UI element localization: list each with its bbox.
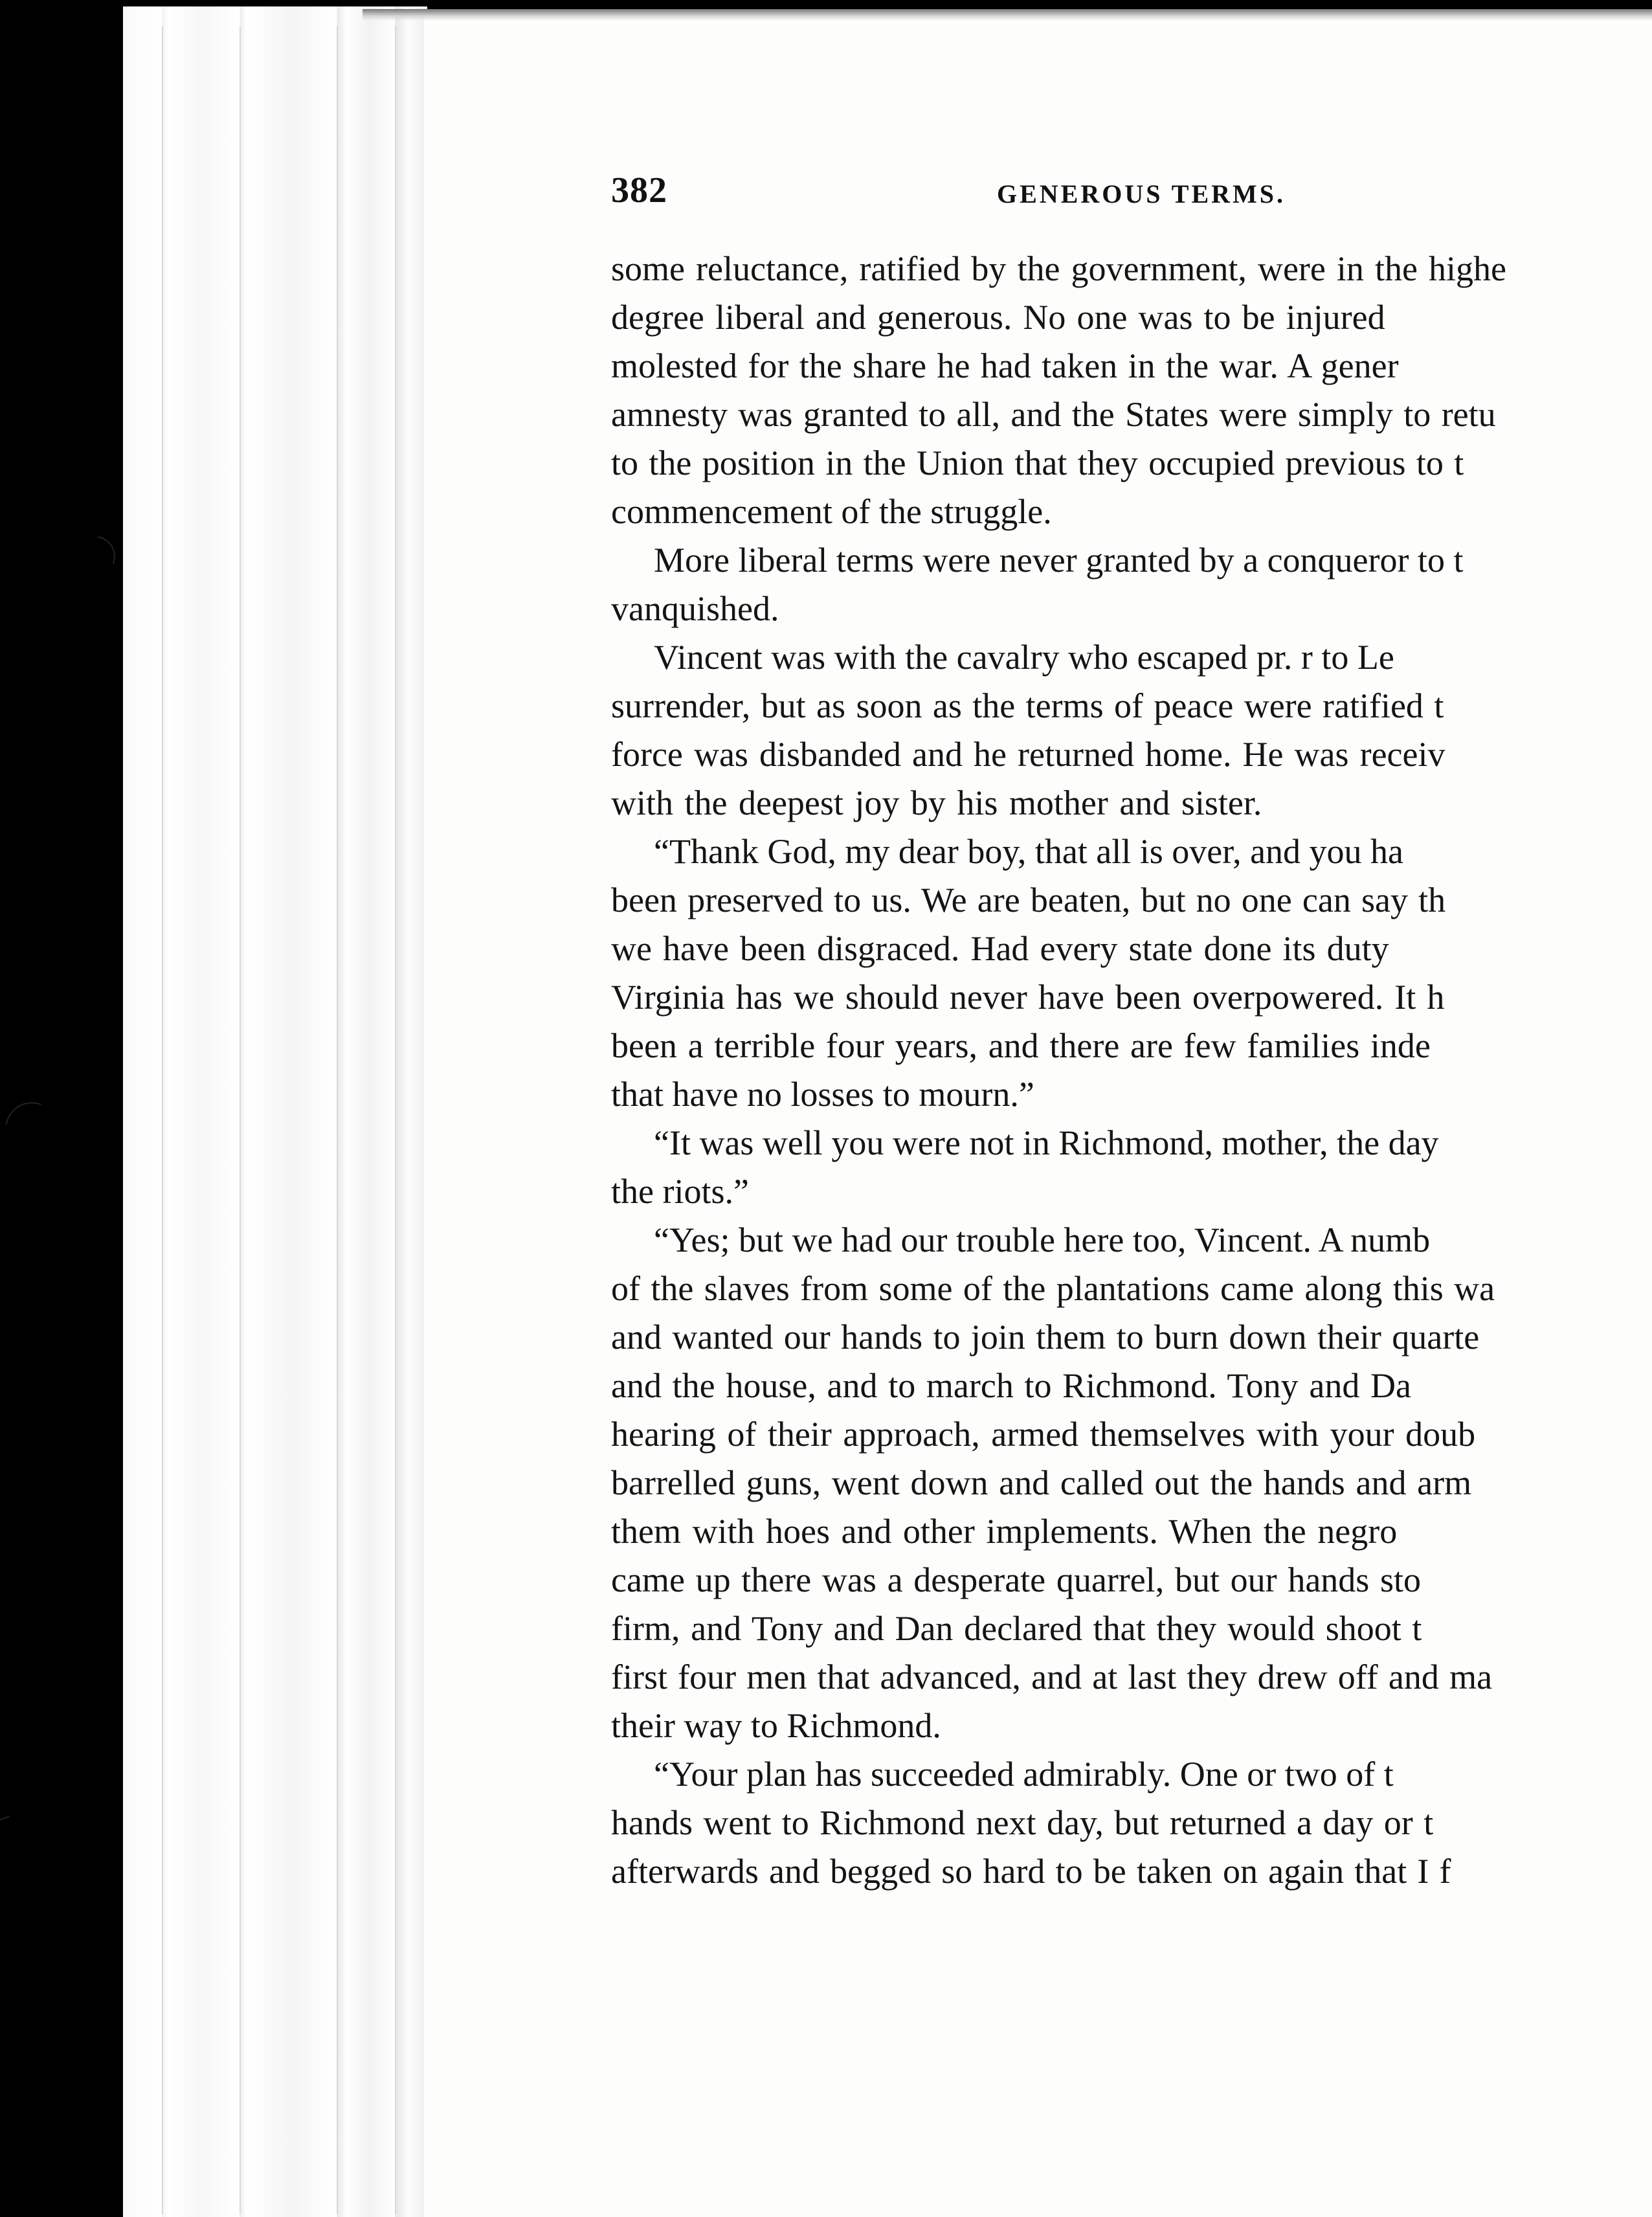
text-line: to the position in the Union that they occupied previous to t (611, 444, 1464, 482)
page-edge-line (240, 26, 241, 2214)
text-line: been a terrible four years, and there are few families inde (611, 1026, 1431, 1065)
text-line: Vincent was with the cavalry who escaped pr. r to Le (654, 638, 1394, 677)
running-head: GENEROUS TERMS. (997, 179, 1286, 208)
text-line: that have no losses to mourn.” (611, 1075, 1034, 1114)
text-line: vanquished. (611, 589, 779, 628)
text-line: afterwards and begged so hard to be taken on again that I f (611, 1852, 1451, 1891)
text-line: firm, and Tony and Dan declared that they would shoot t (611, 1609, 1422, 1648)
page-number: 382 (611, 170, 667, 210)
stray-thread-mark (0, 1090, 82, 1185)
text-line: them with hoes and other implements. When the negro (611, 1512, 1398, 1551)
text-line: with the deepest joy by his mother and sister. (611, 783, 1262, 822)
text-line: been preserved to us. We are beaten, but no one can say th (611, 881, 1446, 919)
text-line: amnesty was granted to all, and the States were simply to retu (611, 395, 1496, 434)
text-line: and wanted our hands to join them to burn down their quarte (611, 1318, 1480, 1356)
text-line: “Thank God, my dear boy, that all is over, and you ha (654, 832, 1404, 871)
text-line: we have been disgraced. Had every state done its duty (611, 929, 1389, 968)
text-line: “It was well you were not in Richmond, mother, the day (654, 1123, 1439, 1162)
page-edge-line (395, 26, 396, 2214)
text-line: commencement of the struggle. (611, 492, 1052, 531)
text-line: Virginia has we should never have been overpowered. It h (611, 978, 1445, 1017)
text-line: came up there was a desperate quarrel, but our hands sto (611, 1560, 1422, 1599)
page-edge-line (162, 26, 163, 2214)
text-line: and the house, and to march to Richmond. Tony and Da (611, 1366, 1411, 1405)
stray-thread-mark (0, 1803, 76, 1891)
text-line: force was disbanded and he returned home. He was receiv (611, 735, 1446, 774)
text-line: “Your plan has succeeded admirably. One or two of t (654, 1755, 1394, 1794)
page-header (611, 170, 1652, 215)
text-line: molested for the share he had taken in the war. A gener (611, 346, 1399, 385)
text-line: the riots.” (611, 1172, 749, 1211)
text-line: their way to Richmond. (611, 1706, 941, 1745)
stray-thread-mark (48, 525, 124, 597)
text-line: More liberal terms were never granted by a conqueror to t (654, 541, 1464, 580)
text-line: hearing of their approach, armed themselves with your doub (611, 1415, 1476, 1454)
page-top-shadow (363, 9, 1652, 21)
page-edge-line (337, 26, 338, 2214)
page-edges (123, 6, 427, 2217)
text-line: surrender, but as soon as the terms of peace were ratified t (611, 686, 1444, 725)
text-line: some reluctance, ratified by the government, were in the highe (611, 249, 1506, 288)
text-line: barrelled guns, went down and called out the hands and arm (611, 1463, 1472, 1502)
text-line: first four men that advanced, and at last they drew off and ma (611, 1658, 1493, 1696)
text-line: of the slaves from some of the plantations came along this wa (611, 1269, 1495, 1308)
text-line: degree liberal and generous. No one was to be injured (611, 298, 1385, 337)
text-line: “Yes; but we had our trouble here too, Vincent. A numb (654, 1221, 1431, 1259)
text-line: hands went to Richmond next day, but returned a day or t (611, 1803, 1434, 1842)
body-text (611, 245, 1652, 1896)
